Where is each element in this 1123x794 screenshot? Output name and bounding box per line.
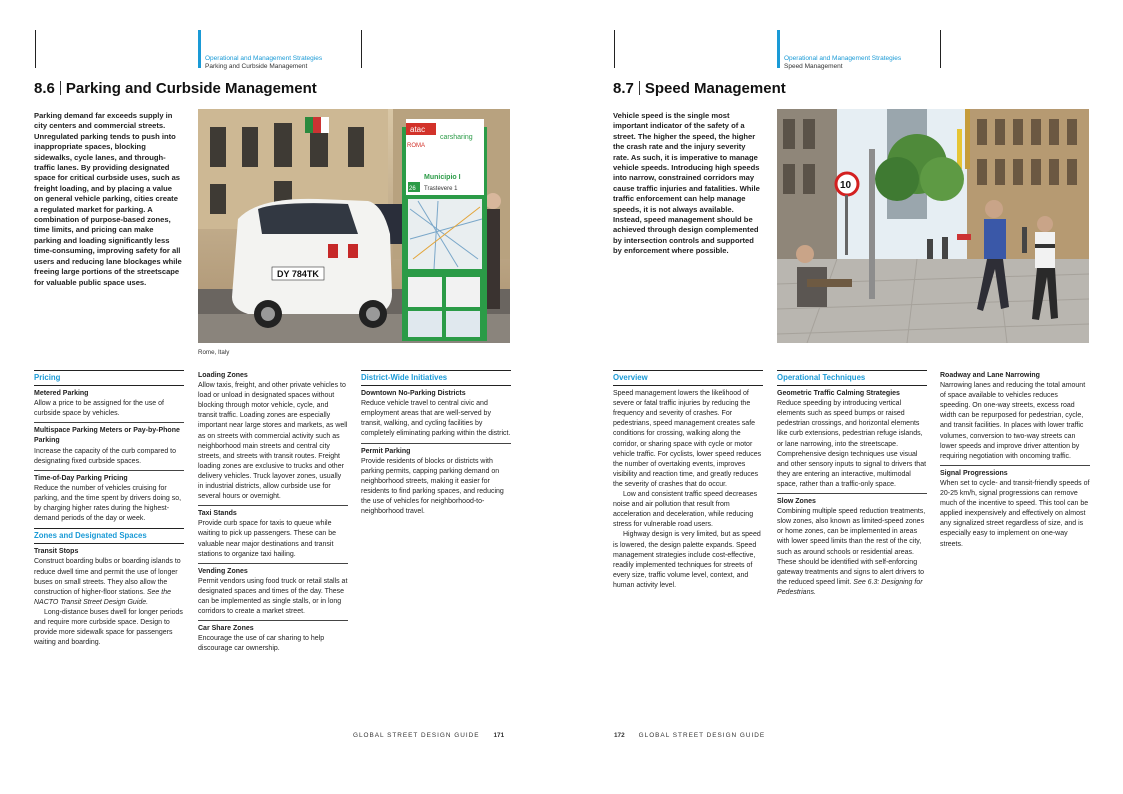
transit-reference: See the NACTO Transit Street Design Guide. (34, 588, 171, 606)
left-page-number: 171 (493, 732, 505, 739)
photo-caption: Rome, Italy (198, 349, 230, 356)
right-column-2 (777, 370, 927, 598)
operational-techniques-heading: Operational Techniques (777, 370, 927, 386)
left-column-1 (34, 370, 184, 648)
left-section-title (34, 80, 317, 97)
right-column-1 (613, 370, 763, 591)
lane-narrowing-title: Roadway and Lane Narrowing (940, 372, 1040, 379)
multispace-text: Increase the capacity of the curb compared to designating fixed curbside spaces. (34, 447, 177, 465)
divider (777, 493, 927, 494)
metered-parking-title: Metered Parking (34, 390, 89, 398)
car-share-text: Encourage the use of car sharing to help discourage car ownership. (198, 635, 325, 653)
right-section-name: Speed Management (644, 80, 786, 97)
sign-station-number: 26 (409, 186, 416, 192)
zones-heading: Zones and Designated Spaces (34, 528, 184, 544)
sign-station-name: Trastevere 1 (424, 186, 458, 192)
vending-zones-title: Vending Zones (198, 567, 248, 575)
left-header-end-rule (361, 30, 362, 68)
divider (198, 620, 348, 621)
sign-municipio: Municipio I (424, 174, 461, 181)
loading-zones-text: Allow taxis, freight, and other private vehicles to load or unload in designated spaces without blocking through motor vehicle, cycle, and transit traffic. Loading zones are especially important near large stores and markets, as well as on streets with commercial activity such as neighborhood main streets and central city streets, and streets with transit routes. Freight loading zones are exclusive to trucks and other delivery vehicles. Truck layover zones, usually in industrial districts, allow curbside use for several hours or overnight. (198, 382, 348, 501)
permit-parking-text: Provide residents of blocks or districts with parking permits, capping parking demand on neighborhood streets, making it easier for residents to find parking spaces, and reducing the use of vehicles for neighborhood-to-neighborhood travel. (361, 457, 504, 516)
lane-narrowing-text: Narrowing lanes and reducing the total amount of space available to vehicles reduces speeding. On one-way streets, excess road width can be repurposed for pedestrian, cycle, and transit facilities. In places with lower traffic volumes, conversion to two-way streets can lower speeds and improve driver attention by requiring negotiation with oncoming traffic. (940, 382, 1086, 460)
geometric-calming-text: Reduce speeding by introducing vertical elements such as speed bumps or raised pedestrian crossings, and horizontal elements like curb extensions, pedestrian refuge islands, or lane narrowing, into the streetscape. Comprehensive design techniques use visual and other sensory inputs to signal to drivers that they are entering an interactive, multimodal space, rather than a traffic-only space. (777, 400, 927, 488)
left-section-name: Parking and Curbside Management (65, 80, 317, 97)
transit-stops-text-2: Long-distance buses dwell for longer periods and require more curbside space. Design to provide more sidewalk space for passengers waiting and boarding. (34, 608, 183, 647)
right-footer-book-title: GLOBAL STREET DESIGN GUIDE (638, 732, 766, 739)
divider (361, 443, 511, 444)
speed-zone-street-photo (777, 109, 1089, 343)
district-wide-heading: District-Wide Initiatives (361, 370, 511, 386)
left-margin-rule (35, 30, 36, 68)
left-section-number: 8.6 (34, 80, 55, 97)
right-margin-rule (614, 30, 615, 68)
taxi-stands-text: Provide curb space for taxis to queue while waiting to pick up passengers. These can be valuable near major destinations and transit stations to organize taxi hailing. (198, 520, 337, 558)
overview-text-3: Highway design is very limited, but as speed is lowered, the design palette expands. Speed management strategies include cost-effective, readily implemented techniques for streets of every size, traffic volume level, context, and human activity level. (613, 531, 761, 589)
sign-brand: atac (410, 125, 426, 134)
no-parking-text: Reduce vehicle travel to central civic and employment areas that are well-served by transit, walking, and cycling facilities by completely eliminating parking within the district. (361, 400, 511, 438)
title-separator (60, 81, 61, 95)
transit-stops-title: Transit Stops (34, 548, 79, 556)
slow-zones-reference: See 6.3: Designing for Pedestrians. (777, 578, 923, 596)
time-of-day-text: Reduce the number of vehicles cruising for parking, and the time spent by drivers doing so, by charging higher rates during the highest-demand periods of the day or week. (34, 484, 182, 523)
transit-stops-text (34, 557, 184, 607)
right-header-end-rule (940, 30, 941, 68)
loading-zones-title: Loading Zones (198, 372, 248, 379)
pricing-heading: Pricing (34, 370, 184, 386)
permit-parking-title: Permit Parking (361, 447, 411, 455)
overview-text-2: Low and consistent traffic speed decreases noise and air pollution that result from acceleration and deceleration, while reducing stress for vulnerable road users. (613, 491, 758, 529)
slow-zones-title: Slow Zones (777, 498, 816, 506)
pedestrian-street-illustration (777, 109, 1089, 343)
right-header-accent-bar (777, 30, 780, 68)
left-running-header (205, 55, 322, 70)
sign-service: carsharing (440, 134, 473, 141)
slow-zones-text (777, 507, 927, 598)
left-header-category: Operational and Management Strategies (205, 55, 323, 62)
left-intro-paragraph: Parking demand far exceeds supply in city centers and commercial streets. Unregulated parking tends to push into inappropriate spaces, blocking sidewalks, cycle lanes, and through-traffic lanes. By providing designated space for critical curbside uses, such as freight loading, and by placing a value on general vehicle parking, cities create a regulated market for parking. A combination of purpose-based zones, time limits, and pricing can make parking and loading significantly less time-consuming, improving safety for all users and reducing lane blockages while freeing large portions of the streetscape for valuable public space uses. (34, 111, 182, 287)
no-parking-title: Downtown No-Parking Districts (361, 390, 466, 398)
overview-text-1: Speed management lowers the likelihood of severe or fatal traffic injuries by reducing the frequency and severity of crashes. For pedestrians, speed management creates safe conditions for crossing, walking along the corridor, or sharing space with cycle or motor vehicle traffic. For cyclists, lower speed reduces the number of overtaking events, improves visibility and reaction time, and greatly reduces the severity of crashes that do occur. (613, 390, 762, 488)
signal-progressions-text: When set to cycle- and transit-friendly speeds of 20-25 km/h, signal progressions can remove much of the incentive to speed. This tool can be applied inexpensively and effectively on almost any signalized street regardless of size, and is especially easy to implement on one-way streets. (940, 479, 1090, 548)
divider (198, 505, 348, 506)
rome-carsharing-photo (198, 109, 510, 343)
taxi-stands-title: Taxi Stands (198, 510, 237, 518)
right-intro-paragraph: Vehicle speed is the single most important indicator of the safety of a street. The higher the speed, the higher the crash rate and the injury severity rate. As such, it is imperative to manage vehicle speeds. Introducing high speeds into narrow, constrained corridors may cause traffic injuries and fatalities. While traffic enforcement can help manage speeds, it is not always available. Instead, speed management should be achieved through design complemented by intersection controls and supported by enforcement where possible. (613, 111, 760, 256)
signal-progressions-title: Signal Progressions (940, 469, 1008, 477)
right-column-3 (940, 370, 1090, 550)
sign-city: ROMA (407, 143, 425, 149)
divider (34, 470, 184, 471)
divider (34, 422, 184, 423)
divider (940, 465, 1090, 466)
right-running-header (784, 55, 901, 70)
right-header-category: Operational and Management Strategies (784, 55, 902, 62)
left-footer (353, 732, 504, 739)
metered-parking-text: Allow a price to be assigned for the use of curbside space by vehicles. (34, 400, 164, 418)
left-column-2 (198, 370, 348, 654)
time-of-day-title: Time-of-Day Parking Pricing (34, 474, 128, 482)
slow-zones-body: Combining multiple speed reduction treatments, slow zones, also known as limited-speed zones or home zones, can be implemented in areas with lower speed limits than the rest of the city, such as around schools or residential areas. These should be identified with self-enforcing gateway treatments and signs to alert drivers to the reduced speed limit. (777, 508, 926, 586)
divider (198, 563, 348, 564)
right-footer (614, 732, 765, 739)
overview-heading: Overview (613, 370, 763, 386)
right-header-subcategory: Speed Management (784, 62, 843, 70)
car-share-title: Car Share Zones (198, 625, 254, 633)
right-page-number: 172 (614, 732, 625, 739)
geometric-calming-title: Geometric Traffic Calming Strategies (777, 390, 900, 398)
left-footer-book-title: GLOBAL STREET DESIGN GUIDE (353, 732, 480, 739)
left-header-subcategory: Parking and Curbside Management (205, 62, 308, 70)
vending-zones-text: Permit vendors using food truck or retail stalls at designated spaces and times of the day. These can be implemented as single stalls, or in long corridors to create a market street. (198, 577, 348, 616)
title-separator (639, 81, 640, 95)
speed-limit-sign: 10 (840, 180, 852, 191)
license-plate: DY 784TK (277, 269, 319, 279)
rome-street-illustration (198, 109, 510, 343)
multispace-title: Multispace Parking Meters or Pay-by-Phone Parking (34, 427, 180, 445)
right-section-number: 8.7 (613, 80, 634, 97)
left-column-3 (361, 370, 511, 517)
transit-stops-body: Construct boarding bulbs or boarding islands to reduce dwell time and permit the use of longer buses on small streets. They also allow the construction of higher-floor stations. (34, 558, 181, 596)
right-section-title (613, 80, 786, 97)
left-header-accent-bar (198, 30, 201, 68)
